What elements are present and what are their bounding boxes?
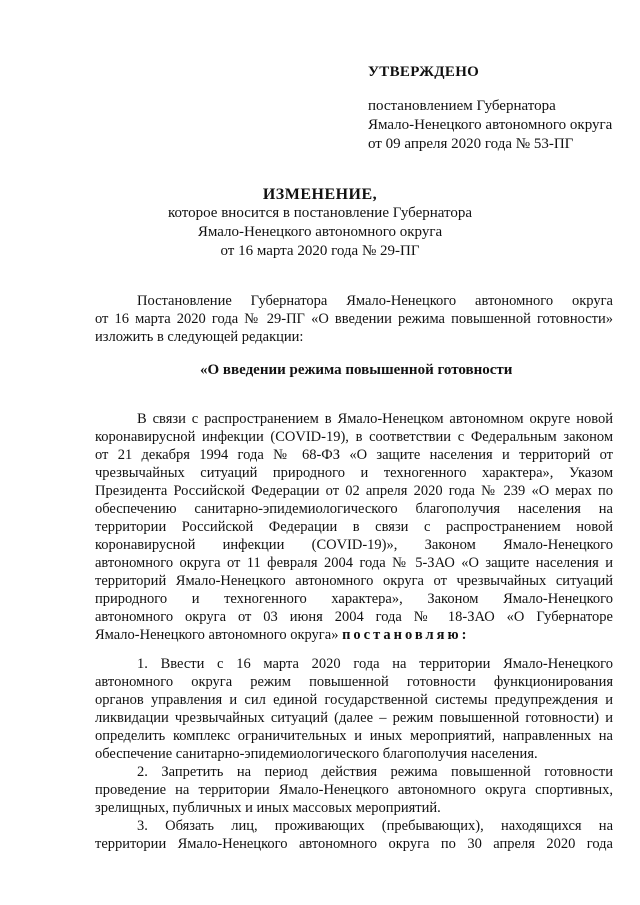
text-line: автономного округа от 11 февраля 2004 года № 5-ЗАО «О защите населения и: [95, 555, 613, 571]
text-line: [95, 626, 613, 644]
text-line: органов управления и сил единой государственной системы предупреждения и: [95, 692, 613, 708]
text-line: автономного округа режим повышенной готовности функционирования: [95, 674, 613, 690]
text-line: изложить в следующей редакции:: [95, 329, 304, 345]
approval-title: УТВЕРЖДЕНО: [368, 64, 480, 80]
text-line: территории Российской Федерации в связи с распространением новой: [95, 519, 613, 535]
decree-word: постановляю:: [342, 627, 470, 643]
heading-line: от 16 марта 2020 года № 29-ПГ: [220, 243, 420, 259]
text-line: обеспечению санитарно-эпидемиологического благополучия населения на: [95, 501, 613, 517]
section-title: «О введении режима повышенной готовности: [200, 362, 513, 378]
text-line: чрезвычайных ситуаций природного и техногенного характера», Указом: [95, 465, 613, 481]
approval-line: от 09 апреля 2020 года № 53-ПГ: [368, 136, 574, 152]
text-line: проведение на территории Ямало-Ненецкого автономного округа спортивных,: [95, 782, 613, 798]
text-line: территорий Ямало-Ненецкого автономного округа от чрезвычайных ситуаций: [95, 573, 613, 589]
text-line: 2. Запретить на период действия режима повышенной готовности: [137, 764, 613, 780]
text-line: автономного округа от 03 июня 2004 года № 18-ЗАО «О Губернаторе: [95, 609, 613, 625]
item-3-paragraph: [95, 817, 613, 853]
intro-paragraph: [95, 292, 613, 346]
approval-line: постановлением Губернатора: [368, 98, 556, 114]
text-line: определить комплекс ограничительных и иных мероприятий, направленных на: [95, 728, 613, 744]
heading-line: которое вносится в постановление Губернатора: [167, 205, 473, 221]
text-line: природного и техногенного характера», Законом Ямало-Ненецкого: [95, 591, 613, 607]
text-line: территории Ямало-Ненецкого автономного округа по 30 апреля 2020 года: [95, 836, 613, 852]
text-line: зрелищных, публичных и иных массовых мероприятий.: [95, 800, 441, 816]
text-line: обеспечение санитарно-эпидемиологического благополучия населения.: [95, 746, 538, 762]
text-line: коронавирусной инфекции (COVID-19), в соответствии с Федеральным законом: [95, 429, 613, 445]
text-line: 1. Ввести с 16 марта 2020 года на территории Ямало-Ненецкого: [137, 656, 613, 672]
text-line: В связи с распространением в Ямало-Ненецком автономном округе новой: [137, 411, 613, 427]
text-line: 3. Обязать лиц, проживающих (пребывающих), находящихся на: [137, 818, 613, 834]
preamble-last-text: Ямало-Ненецкого автономного округа»: [95, 627, 339, 643]
item-2-paragraph: [95, 763, 613, 817]
text-line: от 16 марта 2020 года № 29-ПГ «О введении режима повышенной готовности»: [95, 311, 613, 327]
item-1-paragraph: [95, 655, 613, 763]
heading-line: Ямало-Ненецкого автономного округа: [197, 224, 443, 240]
preamble-paragraph: [95, 410, 613, 644]
text-line: Постановление Губернатора Ямало-Ненецкого автономного округа: [137, 293, 613, 309]
document-heading: ИЗМЕНЕНИЕ,: [262, 186, 378, 203]
text-line: Президента Российской Федерации от 02 апреля 2020 года № 239 «О мерах по: [95, 483, 613, 499]
text-line: ликвидации чрезвычайных ситуаций (далее – режим повышенной готовности) и: [95, 710, 613, 726]
text-line: коронавирусной инфекции (COVID-19)», Законом Ямало-Ненецкого: [95, 537, 613, 553]
approval-line: Ямало-Ненецкого автономного округа: [368, 117, 613, 133]
text-line: от 21 декабря 1994 года № 68-ФЗ «О защите населения и территорий от: [95, 447, 613, 463]
